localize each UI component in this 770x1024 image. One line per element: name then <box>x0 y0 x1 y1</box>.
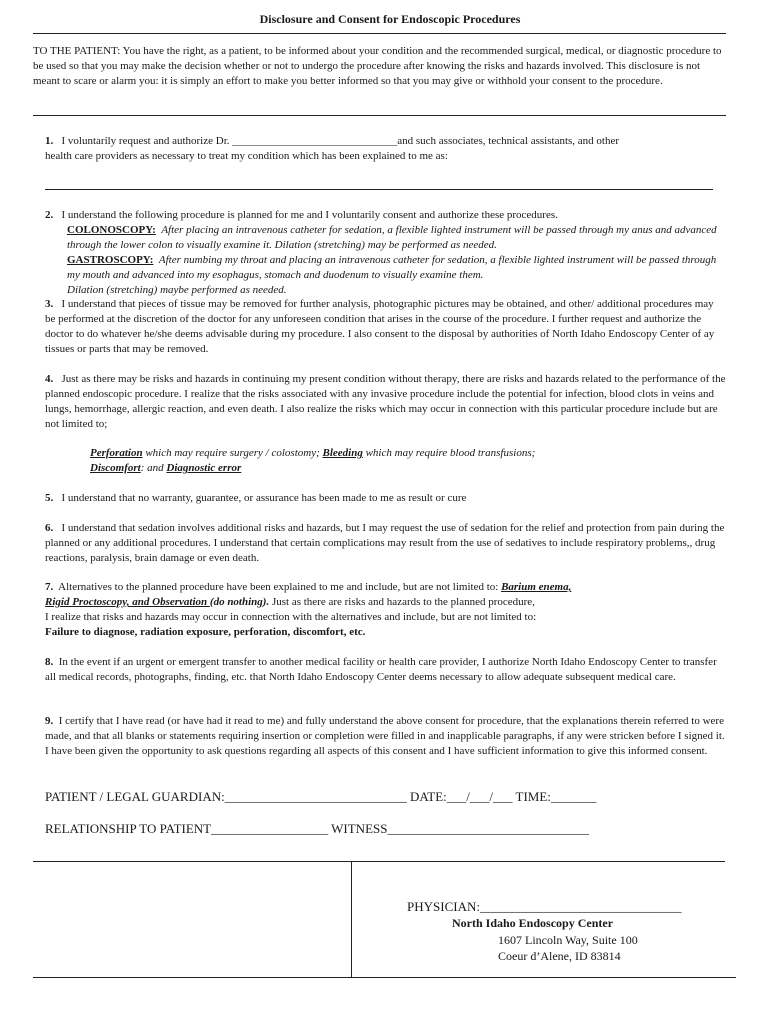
footer-top-divider <box>33 861 725 862</box>
alt-barium-enema: Barium enema, <box>501 581 572 593</box>
item-1-line-1 <box>45 134 725 149</box>
center-name: North Idaho Endoscopy Center <box>452 916 614 930</box>
item-8 <box>45 655 730 685</box>
item-3-text: I understand that pieces of tissue may be removed for further analysis, photographic pictures may be obtained, and other/ additional procedures may be performed at the discretion of the doctor for any unforeseen condition that arises in the course of the procedure. I further request and authorize the doctor to do whatever he/she deems advisable during my procedure. I also consent to the disposal by authorities of North Idaho Endoscopy Center of ay tissues or parts that may be removed. <box>45 298 715 355</box>
intro-paragraph: TO THE PATIENT: You have the right, as a patient, to be informed about your condition and the recommended surgical, medical, or diagnostic procedure to be used so that you may make the decision whether or not to undergo the procedure after knowing the risks and hazards involved. This disclosure is not meant to scare or alarm you: it is simply an effort to make you better informed so that you may give or withhold your consent to the procedure. <box>33 45 722 87</box>
gastroscopy-block <box>45 253 725 283</box>
risk-bleeding: Bleeding <box>322 447 363 459</box>
risks-line-2 <box>90 461 710 476</box>
item-2 <box>45 208 725 298</box>
intro-divider <box>33 115 726 116</box>
item-5-text: I understand that no warranty, guarantee, or assurance has been made to me as result or cure <box>61 492 467 504</box>
risk-diagnostic-error: Diagnostic error <box>166 462 242 474</box>
item-7-line-3: I realize that risks and hazards may occur in connection with the alternatives and include, but are not limited to: <box>45 611 537 623</box>
colonoscopy-description: After placing an intravenous catheter for sedation, a flexible lighted instrument will be passed through my anus and advanced through the lower colon to visually examine it. Dilation (stretching) may be performed as needed. <box>67 224 717 251</box>
item-number: 8. <box>45 656 54 668</box>
item-6-text: I understand that sedation involves additional risks and hazards, but I may request the use of sedation for the relief and protection from pain during the planned or any additional procedures. I understand that certain complications may result from the use of sedatives to include respiratory problems,, drug reactions, paralysis, brain damage or even death. <box>45 522 725 564</box>
document-title: Disclosure and Consent for Endoscopic Procedures <box>259 12 521 26</box>
item-7 <box>45 580 730 640</box>
item-number: 7. <box>45 581 54 593</box>
item-8-text: In the event if an urgent or emergent transfer to another medical facility or health care provider, I authorize North Idaho Endoscopy Center to transfer all medical records, photographs, finding, etc. that North Idaho Endoscopy Center deems necessary to allow adequate subsequent medical care. <box>45 656 717 683</box>
item-7-text-b: Just as there are risks and hazards to the planned procedure, <box>269 596 535 608</box>
alt-do-nothing: (do nothing). <box>209 596 270 608</box>
risks-list <box>90 446 710 476</box>
item-9 <box>45 714 725 759</box>
alt-risks-list: Failure to diagnose, radiation exposure, perforation, discomfort, etc. <box>45 626 366 638</box>
physician-signature-line[interactable]: PHYSICIAN:_______________________________ <box>407 899 682 914</box>
footer-vertical-divider <box>351 862 352 978</box>
patient-signature-line[interactable]: PATIENT / LEGAL GUARDIAN:____________________________ DATE:___/___/___ TIME:_______ <box>45 789 597 804</box>
alt-rigid-proctoscopy: Rigid Proctoscopy, and Observation <box>45 596 210 608</box>
center-address-1: 1607 Lincoln Way, Suite 100 <box>498 933 638 947</box>
item-7-line-2 <box>45 595 730 610</box>
risk-perforation: Perforation <box>90 447 143 459</box>
item-number: 4. <box>45 373 54 385</box>
gastroscopy-dilation: Dilation (stretching) maybe performed as needed. <box>67 284 287 296</box>
item-number: 2. <box>45 209 54 221</box>
item-number: 1. <box>45 135 54 147</box>
item-number: 6. <box>45 522 54 534</box>
item-1 <box>45 134 725 164</box>
colonoscopy-block <box>45 223 725 253</box>
title-divider <box>33 33 726 34</box>
gastroscopy-label: GASTROSCOPY: <box>67 254 154 266</box>
item-3 <box>45 297 725 357</box>
item-9-text: I certify that I have read (or have had it read to me) and fully understand the above consent for procedure, that the explanations therein referred to were made, and that all blanks or statements requiring insertion or completion were filled in and inapplicable paragraphs, if any were stricken before I signed it. I have been given the opportunity to ask questions regarding all aspects of this consent and I have sufficient information to give this informed consent. <box>45 715 725 757</box>
relationship-witness-line[interactable]: RELATIONSHIP TO PATIENT__________________ WITNESS_______________________________ <box>45 821 589 836</box>
item-7-line-1 <box>45 580 730 595</box>
item-number: 3. <box>45 298 54 310</box>
risk-bleeding-text: which may require blood transfusions; <box>362 447 536 459</box>
item-1-text: I voluntarily request and authorize Dr. ______________________________and such associates, technical assistants, and other <box>61 135 620 147</box>
risk-perforation-text: which may require surgery / colostomy; <box>142 447 323 459</box>
risks-line-1 <box>90 446 710 461</box>
item-number: 5. <box>45 492 54 504</box>
gastroscopy-description: After numbing my throat and placing an intravenous catheter for sedation, a flexible lighted instrument will be passed through my mouth and advanced into my esophagus, stomach and duodenum to visually examine them. <box>67 254 717 281</box>
item-number: 9. <box>45 715 54 727</box>
item-6 <box>45 521 725 566</box>
item-4 <box>45 372 730 432</box>
center-address-2: Coeur d’Alene, ID 83814 <box>498 949 621 963</box>
condition-explanation-line[interactable] <box>45 189 713 190</box>
colonoscopy-label: COLONOSCOPY: <box>67 224 156 236</box>
item-2-intro <box>45 208 725 223</box>
item-4-text: Just as there may be risks and hazards in continuing my present condition without therapy, there are risks and hazards related to the performance of the planned endoscopic procedure. I realize that the risks associated with any invasive procedure include the potential for infection, blood clots in veins and lungs, hemorrhage, allergic reaction, and even death. I also realize the risks which may occur in connection with this particular procedure include but are not limited to; <box>45 373 726 430</box>
item-2-text: I understand the following procedure is planned for me and I voluntarily consent and authorize these procedures. <box>61 209 558 221</box>
risk-discomfort: Discomfort <box>90 462 141 474</box>
item-5 <box>45 491 725 506</box>
risk-connector: : and <box>140 462 167 474</box>
item-7-text-a: Alternatives to the planned procedure have been explained to me and include, but are not limited to: <box>58 581 502 593</box>
footer-bottom-divider <box>33 977 736 978</box>
item-1-line-2: health care providers as necessary to treat my condition which has been explained to me as: <box>45 150 448 162</box>
